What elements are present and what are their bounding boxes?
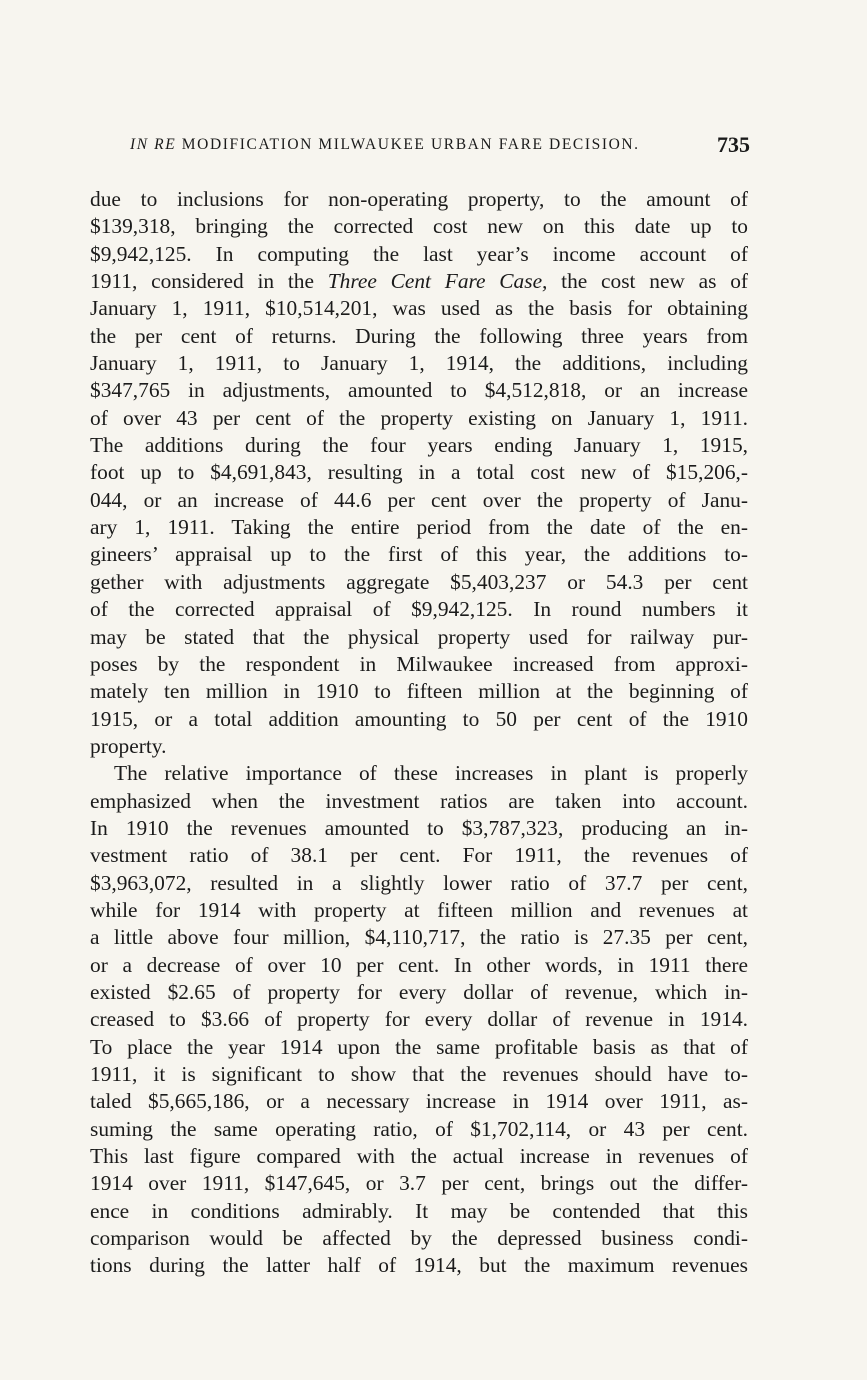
text-line: ence in conditions admirably. It may be contended that this (90, 1198, 748, 1223)
text-line: ary 1, 1911. Taking the entire period from the date of the en- (90, 515, 748, 540)
text-line: poses by the respondent in Milwaukee increased from approxi- (90, 651, 748, 676)
text-line (90, 268, 748, 295)
page-number: 735 (717, 132, 750, 157)
text-line: 044, or an increase of 44.6 per cent over the property of Janu- (90, 487, 748, 512)
text-line: $347,765 in adjustments, amounted to $4,512,818, or an increase (90, 378, 748, 403)
text-line: gether with adjustments aggregate $5,403,237 or 54.3 per cent (90, 569, 748, 594)
text-line: January 1, 1911, $10,514,201, was used as the basis for obtaining (90, 296, 748, 321)
text-line: vestment ratio of 38.1 per cent. For 1911, the revenues of (90, 843, 748, 868)
paragraph-2 (90, 760, 748, 1280)
running-head-text: MODIFICATION MILWAUKEE URBAN FARE DECISION. (176, 136, 640, 153)
text-line: taled $5,665,186, or a necessary increase in 1914 over 1911, as- (90, 1089, 748, 1114)
text-line: The additions during the four years ending January 1, 1915, (90, 433, 748, 458)
text-line: gineers’ appraisal up to the first of this year, the additions to- (90, 542, 748, 567)
text-line-segment: the cost new as of (547, 269, 749, 294)
running-head (130, 132, 750, 162)
text-line: $3,963,072, resulted in a slightly lower ratio of 37.7 per cent, (90, 870, 748, 895)
text-line: a little above four million, $4,110,717, the ratio is 27.35 per cent, (90, 925, 748, 950)
text-line-segment: 1911, considered in the (90, 269, 328, 294)
body-text (90, 186, 748, 1280)
text-line: or a decrease of over 10 per cent. In other words, in 1911 there (90, 952, 748, 977)
text-line: 1911, it is significant to show that the revenues should have to- (90, 1062, 748, 1086)
case-name: Three Cent Fare Case, (327, 269, 548, 294)
text-line: In 1910 the revenues amounted to $3,787,323, producing an in- (90, 815, 748, 840)
text-line: 1915, or a total addition amounting to 50 per cent of the 1910 (90, 706, 748, 731)
text-line: of over 43 per cent of the property existing on January 1, 1911. (90, 405, 748, 430)
paragraph-1 (90, 186, 748, 760)
text-line: property. (90, 733, 167, 758)
text-line: This last figure compared with the actual increase in revenues of (90, 1144, 748, 1169)
text-line: $139,318, bringing the corrected cost new on this date up to (90, 214, 748, 239)
text-line: while for 1914 with property at fifteen million and revenues at (90, 897, 748, 922)
text-line: foot up to $4,691,843, resulting in a total cost new of $15,206,- (90, 460, 748, 485)
text-line: $9,942,125. In computing the last year’s income account of (90, 241, 748, 266)
text-line: due to inclusions for non-operating property, to the amount of (90, 187, 748, 211)
text-line: may be stated that the physical property used for railway pur- (90, 624, 748, 649)
text-line: comparison would be affected by the depressed business condi- (90, 1226, 748, 1251)
running-head-prefix: IN RE (130, 136, 177, 153)
text-line: of the corrected appraisal of $9,942,125. In round numbers it (90, 597, 748, 622)
text-line: creased to $3.66 of property for every dollar of revenue in 1914. (90, 1007, 748, 1032)
text-line: The relative importance of these increases in plant is properly (114, 761, 748, 786)
text-line: 1914 over 1911, $147,645, or 3.7 per cent, brings out the differ- (90, 1171, 748, 1196)
text-line: mately ten million in 1910 to fifteen million at the beginning of (90, 679, 748, 704)
text-line: emphasized when the investment ratios are taken into account. (90, 788, 748, 813)
text-line: tions during the latter half of 1914, but the maximum revenues (90, 1253, 748, 1278)
text-line: To place the year 1914 upon the same profitable basis as that of (90, 1034, 748, 1059)
text-line: suming the same operating ratio, of $1,702,114, or 43 per cent. (90, 1116, 748, 1141)
text-line: the per cent of returns. During the following three years from (90, 323, 748, 348)
text-line: existed $2.65 of property for every dollar of revenue, which in- (90, 979, 748, 1004)
running-head-title (130, 136, 640, 154)
text-line: January 1, 1911, to January 1, 1914, the additions, including (90, 351, 748, 376)
